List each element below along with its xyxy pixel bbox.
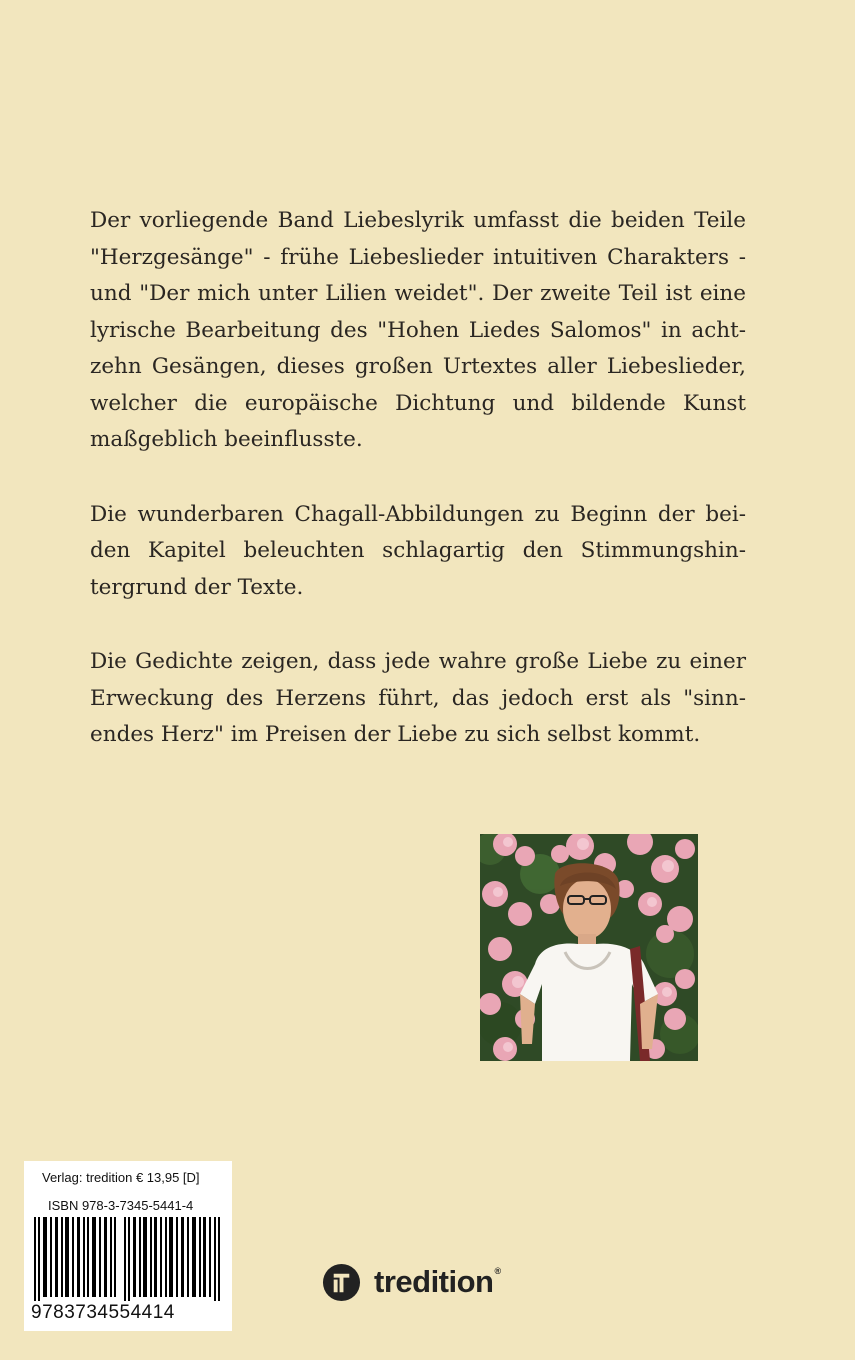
blurb-line: endes Herz" im Preisen der Liebe zu sich selbst kommt. <box>90 722 701 747</box>
isbn-barcode-box <box>24 1161 232 1331</box>
isbn-label: ISBN 978-3-7345-5441-4 <box>48 1198 194 1213</box>
blurb-line: Die wunderbaren Chagall-Abbildungen zu Beginn der bei- <box>90 501 746 527</box>
back-cover-blurb <box>90 203 746 792</box>
blurb-line: lyrische Bearbeitung des "Hohen Liedes Salomos" in acht- <box>90 317 746 343</box>
tredition-logo-icon <box>322 1263 361 1302</box>
publisher-logo <box>322 1262 501 1302</box>
blurb-line: welcher die europäische Dichtung und bildende Kunst <box>90 390 746 416</box>
barcode-digits: 9783734554414 <box>31 1302 175 1323</box>
blurb-line: tergrund der Texte. <box>90 574 304 600</box>
blurb-line: und "Der mich unter Lilien weidet". Der zweite Teil ist eine <box>90 281 746 306</box>
blurb-line: den Kapitel beleuchten schlagartig den Stimmungshin- <box>90 538 746 563</box>
logo-name: tredition <box>374 1264 494 1299</box>
blurb-line: zehn Gesängen, dieses großen Urtextes aller Liebeslieder, <box>90 354 746 379</box>
author-photo-image <box>480 834 698 1061</box>
publisher-price-label: Verlag: tredition € 13,95 [D] <box>42 1170 200 1185</box>
blurb-paragraph-2 <box>90 497 746 607</box>
blurb-line: Die Gedichte zeigen, dass jede wahre große Liebe zu einer <box>90 649 746 674</box>
blurb-line: Der vorliegende Band Liebeslyrik umfasst die beiden Teile <box>90 208 746 233</box>
blurb-line: Erweckung des Herzens führt, das jedoch erst als "sinn- <box>90 685 746 711</box>
author-photo <box>480 834 698 1061</box>
barcode-bars <box>32 1217 224 1301</box>
tredition-logo-text <box>374 1264 501 1300</box>
blurb-line: "Herzgesänge" - frühe Liebeslieder intuitiven Charakters - <box>90 244 746 270</box>
blurb-paragraph-1 <box>90 203 746 459</box>
registered-mark: ® <box>494 1266 501 1276</box>
blurb-line: maßgeblich beeinflusste. <box>90 427 363 452</box>
blurb-paragraph-3 <box>90 644 746 754</box>
